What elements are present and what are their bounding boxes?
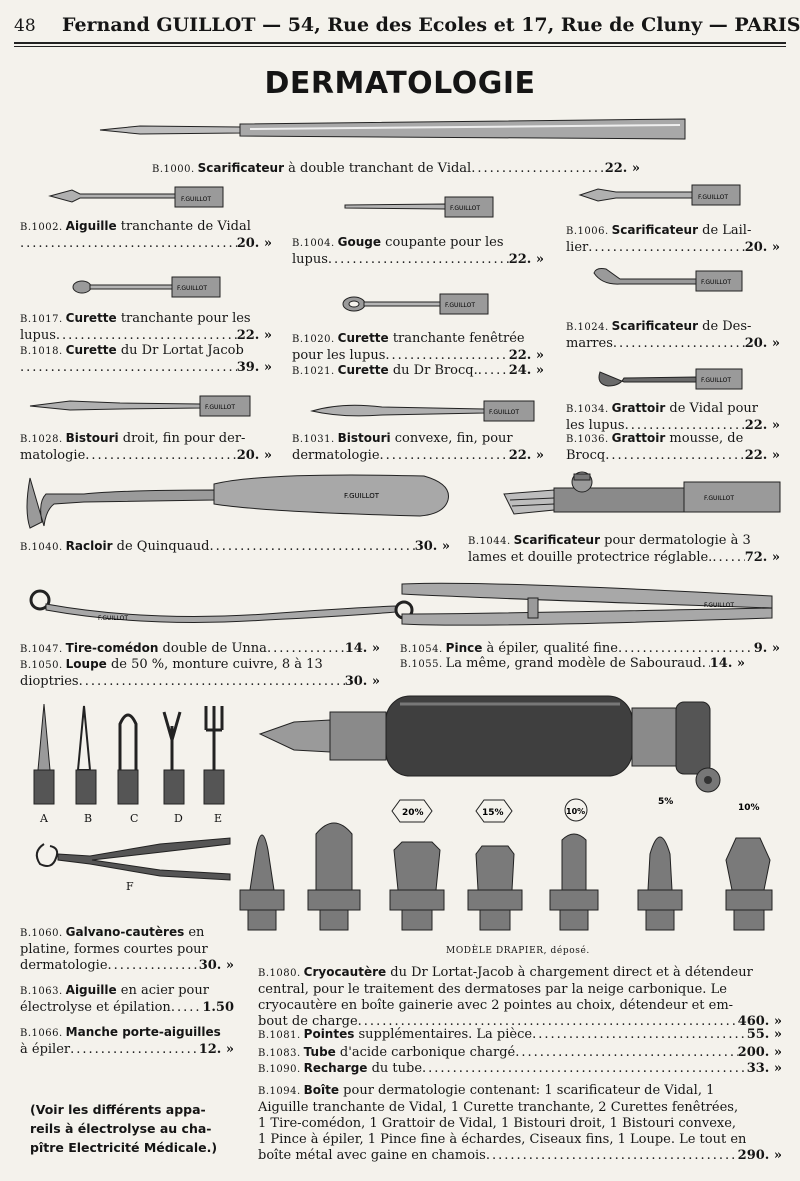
galvano-cauteres-illustration: [28, 700, 242, 818]
scarificateur-lailler-illustration: [580, 182, 742, 208]
tip-label-15: 15%: [482, 808, 504, 818]
gouge-illustration: [345, 195, 495, 219]
entry-price: 22. »: [604, 161, 640, 176]
bistouri-convexe-illustration: [312, 398, 537, 424]
page-number: 48: [14, 16, 36, 36]
entry-b1047: B.1047. Tire-comédon double de Unna ..... 14. »: [20, 640, 380, 658]
entry-b1090: B.1090. Recharge du tube ..... 33. »: [258, 1060, 782, 1078]
entry-b1018: B.1018. Curette du Dr Lortat Jacob ..... 39. »: [20, 342, 272, 376]
tire-comedon-illustration: [26, 588, 420, 632]
entry-b1024: B.1024. Scarificateur de Des- marres ..... 20. »: [566, 318, 780, 352]
maker-mark: F.GUILLOT: [177, 285, 208, 292]
racloir-quinquaud-illustration: [24, 470, 452, 536]
needle-letter-c: C: [130, 812, 139, 825]
cryocautere-illustration: [260, 694, 730, 804]
maker-mark: F.GUILLOT: [704, 495, 735, 502]
entry-b1017: B.1017. Curette tranchante pour les lupus ..... 22. »: [20, 310, 272, 344]
cryo-caption: MODÈLE DRAPIER, déposé.: [446, 946, 590, 956]
needle-letter-f: F: [126, 880, 134, 893]
entry-desc: à double tranchant de Vidal: [283, 161, 472, 176]
entry-b1036: B.1036. Grattoir mousse, de Brocq ..... 22. »: [566, 430, 780, 464]
tip-label-10a: 10%: [566, 807, 586, 816]
entry-b1034: B.1034. Grattoir de Vidal pour les lupus ..... 22. »: [566, 400, 780, 434]
needle-letter-b: B: [84, 812, 93, 825]
needle-letter-d: D: [174, 812, 183, 825]
entry-b1021: B.1021. Curette du Dr Brocq. ..... 24. »: [292, 362, 544, 380]
header-rule-thin: [14, 46, 786, 47]
entry-b1000: [152, 160, 640, 178]
maker-mark: F.GUILLOT: [698, 194, 729, 201]
scarificateur-vidal-illustration: [100, 116, 690, 146]
header-rule: [14, 42, 786, 44]
curette-fenetree-illustration: [342, 292, 490, 316]
scarificateur-3-lames-illustration: [504, 470, 782, 534]
entry-b1050: B.1050. Loupe de 50 %, monture cuivre, 8 à 13 dioptries ..... 30. »: [20, 656, 380, 690]
entry-b1006: B.1006. Scarificateur de Lail- lier ..... 20. »: [566, 222, 780, 256]
curette-tranchante-illustration: [72, 275, 222, 299]
galvano-holder-illustration: [30, 830, 236, 884]
entry-b1044: B.1044. Scarificateur pour dermatologie à 3 lames et douille protectrice réglable. ..... 72. »: [468, 532, 780, 566]
tip-label-10b: 10%: [738, 803, 760, 813]
entry-b1004: B.1004. Gouge coupante pour les lupus ..... 22. »: [292, 234, 544, 268]
entry-b1081: B.1081. Pointes supplémentaires. La pièce ..... 55. »: [258, 1026, 782, 1044]
needle-letter-e: E: [214, 812, 223, 825]
maker-mark: F.GUILLOT: [489, 409, 520, 416]
entry-b1054: B.1054. Pince à épiler, qualité fine ..... 9. »: [400, 640, 780, 658]
tip-label-20: 20%: [402, 808, 424, 818]
maker-mark: F.GUILLOT: [701, 279, 732, 286]
entry-b1031: B.1031. Bistouri convexe, fin, pour dermatologie ..... 22. »: [292, 430, 544, 464]
maker-mark: F.GUILLOT: [98, 615, 129, 622]
tip-labels: [394, 798, 774, 828]
grattoir-vidal-illustration: [596, 364, 744, 392]
maker-mark: F.GUILLOT: [344, 492, 380, 500]
entry-b1055: B.1055. La même, grand modèle de Sabouraud ..... 14. »: [400, 656, 780, 673]
maker-mark: F.GUILLOT: [704, 602, 735, 609]
entry-b1094: B.1094. Boîte pour dermatologie contenant: 1 scarificateur de Vidal, 1 Aiguille tranchante de Vidal, 1 Curette tranchante, 2 Curettes fenêtrées, 1 Tire-comédon, 1 Grattoir de Vidal, 1 Bistouri droit, 1 Bistouri convexe, 1 Pince à épiler, 1 Pince fine à échardes, Ciseaux fins, 1 Loupe. Le tout en boîte métal avec gaine en chamois ..... 290. »: [258, 1082, 782, 1164]
pince-epiler-illustration: [398, 578, 776, 634]
needle-letter-a: A: [40, 812, 48, 825]
entry-b1083: B.1083. Tube d'acide carbonique chargé ..... 200. »: [258, 1044, 782, 1062]
entry-b1002: B.1002. Aiguille tranchante de Vidal ..... 20. »: [20, 218, 272, 252]
aiguille-vidal-illustration: [50, 184, 225, 210]
tip-label-5: 5%: [658, 797, 674, 807]
maker-mark: F.GUILLOT: [701, 377, 732, 384]
entry-b1020: B.1020. Curette tranchante fenêtrée pour les lupus ..... 22. »: [292, 330, 544, 364]
maker-mark: F.GUILLOT: [181, 196, 212, 203]
cryocautere-pointes-illustration: [236, 820, 774, 932]
catalogue-header: Fernand GUILLOT — 54, Rue des Ecoles et 17, Rue de Cluny — PARIS: [62, 14, 800, 36]
entry-b1060: B.1060. Galvano-cautères en platine, formes courtes pour dermatologie ..... 30. »: [20, 924, 234, 974]
entry-b1063: B.1063. Aiguille en acier pour électrolyse et épilation ..... 1.50: [20, 982, 234, 1016]
bistouri-droit-illustration: [30, 393, 252, 419]
maker-mark: F.GUILLOT: [450, 205, 481, 212]
page-title: DERMATOLOGIE: [264, 66, 536, 101]
maker-mark: F.GUILLOT: [205, 404, 236, 411]
entry-b1040: B.1040. Racloir de Quinquaud ..... 30. »: [20, 538, 450, 556]
entry-name: Scarificateur: [197, 161, 284, 175]
entry-b1080: B.1080. Cryocautère du Dr Lortat-Jacob à chargement direct et à détendeur central, pour le traitement des dermatoses par la neige carbonique. Le cryocautère en boîte gainerie avec 2 pointes au choix, détendeur et em- bout de charge ..... 460. »: [258, 964, 782, 1030]
electrolyse-note: (Voir les différents appa- reils à électrolyse au cha- pître Electricité Médicale.): [30, 1102, 218, 1155]
entry-b1066: B.1066. Manche porte-aiguilles à épiler ..... 12. »: [20, 1024, 234, 1058]
entry-b1028: B.1028. Bistouri droit, fin pour der- matologie ..... 20. »: [20, 430, 272, 464]
maker-mark: F.GUILLOT: [445, 302, 476, 309]
scarificateur-desmarres-illustration: [592, 265, 744, 295]
entry-code: B.1000.: [152, 164, 195, 175]
